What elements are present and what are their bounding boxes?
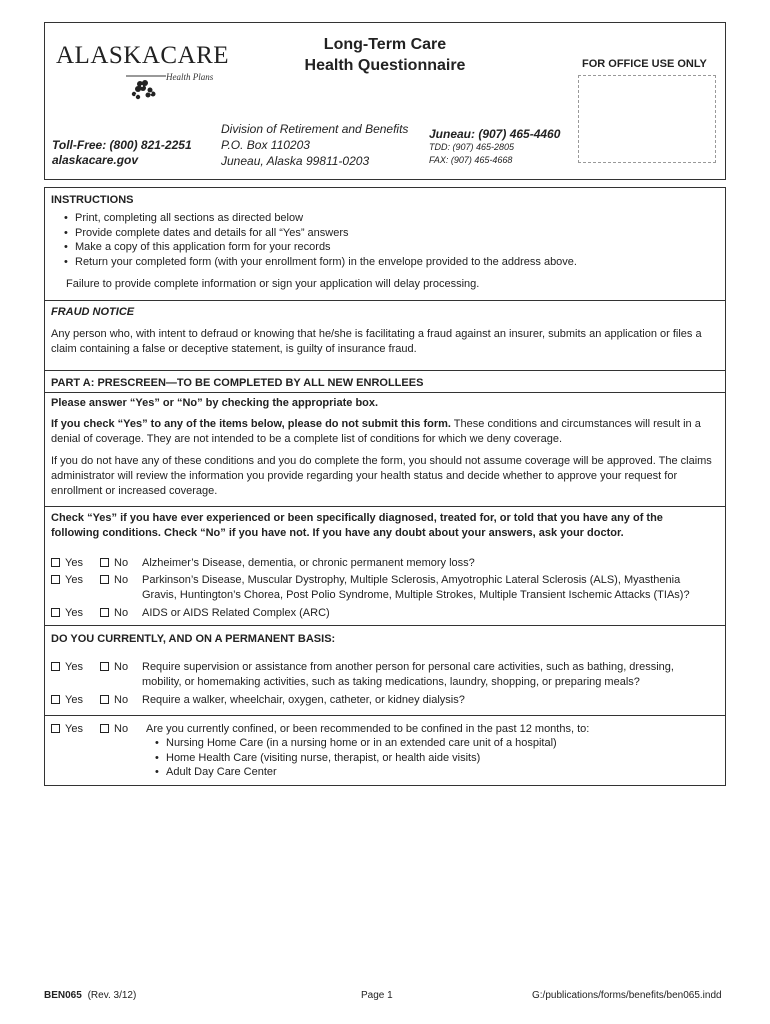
yes-option[interactable]: Yes bbox=[51, 574, 83, 586]
check-instruction: Check “Yes” if you have ever experienced or been specifically diagnosed, treated for, or told that you have any of the following conditions. Check “No” if you have not. If you have any doubt about your answers, ask your doctor. bbox=[51, 512, 663, 539]
confinement-item: • Nursing Home Care (in a nursing home or in an extended care unit of a hospital) bbox=[153, 736, 693, 751]
divider bbox=[44, 392, 726, 393]
confinement-list bbox=[153, 736, 693, 780]
title-line-1: Long-Term Care bbox=[323, 36, 447, 53]
divider bbox=[44, 370, 726, 371]
address-line-3: Juneau, Alaska 99811-0203 bbox=[221, 154, 370, 168]
logo-subtitle: Health Plans bbox=[166, 72, 214, 82]
form-number: BEN065 bbox=[44, 990, 82, 1001]
alaskacare-logo bbox=[56, 42, 230, 102]
permanent-question: Require a walker, wheelchair, oxygen, catheter, or kidney dialysis? bbox=[142, 694, 465, 706]
no-checkbox[interactable] bbox=[100, 558, 109, 567]
form-revision: (Rev. 3/12) bbox=[87, 990, 137, 1001]
yes-no-row-4 bbox=[51, 660, 128, 674]
no-checkbox[interactable] bbox=[100, 695, 109, 704]
title-line-2: Health Questionnaire bbox=[304, 57, 466, 74]
condition-question: AIDS or AIDS Related Complex (ARC) bbox=[142, 607, 330, 619]
instructions-list bbox=[62, 211, 712, 269]
permanent-question: Require supervision or assistance from another person for personal care activities, such as bathing, dressing, mobility, or homemaking activities, such as taking medications, laundry, shopping, or preparing meals? bbox=[142, 661, 674, 688]
instruction-item: • Provide complete dates and details for all “Yes” answers bbox=[62, 226, 712, 241]
confinement-item: • Adult Day Care Center bbox=[153, 765, 693, 780]
yes-option[interactable]: Yes bbox=[51, 607, 83, 619]
fraud-notice-text: Any person who, with intent to defraud or knowing that he/she is facilitating a fraud against an insurer, submits an application or files a claim containing a false or deceptive statement, is guilty of insurance fraud. bbox=[51, 328, 702, 355]
confinement-question: Are you currently confined, or been recommended to be confined in the past 12 months, to: bbox=[146, 723, 590, 735]
forget-me-not-flowers-icon bbox=[126, 72, 166, 100]
tdd-phone: TDD: (907) 465-2805 bbox=[429, 142, 515, 152]
fraud-notice-heading: FRAUD NOTICE bbox=[51, 306, 135, 318]
address-line-1: Division of Retirement and Benefits bbox=[221, 122, 409, 136]
yes-checkbox[interactable] bbox=[51, 608, 60, 617]
yes-no-row-6 bbox=[51, 722, 128, 736]
no-option[interactable]: No bbox=[100, 607, 128, 619]
yes-option[interactable]: Yes bbox=[51, 661, 83, 673]
page-number: Page 1 bbox=[361, 990, 393, 1001]
office-use-label: FOR OFFICE USE ONLY bbox=[582, 58, 707, 70]
yes-checkbox[interactable] bbox=[51, 724, 60, 733]
no-option[interactable]: No bbox=[100, 694, 128, 706]
denial-paragraph bbox=[51, 417, 719, 447]
no-checkbox[interactable] bbox=[100, 662, 109, 671]
divider bbox=[44, 506, 726, 507]
no-option[interactable]: No bbox=[100, 574, 128, 586]
denial-detail: These conditions and circumstances will result in a denial of coverage. They are not intended to be a complete list of conditions for which we deny coverage. bbox=[51, 418, 701, 445]
instruction-item: • Print, completing all sections as directed below bbox=[62, 211, 712, 226]
divider bbox=[44, 715, 726, 716]
answer-prompt: Please answer “Yes” or “No” by checking the appropriate box. bbox=[51, 397, 379, 409]
no-option[interactable]: No bbox=[100, 723, 128, 735]
mailing-address bbox=[221, 121, 408, 169]
no-checkbox[interactable] bbox=[100, 575, 109, 584]
no-checkbox[interactable] bbox=[100, 724, 109, 733]
divider bbox=[44, 625, 726, 626]
form-title bbox=[270, 34, 500, 76]
toll-free-phone: Toll-Free: (800) 821-2251 bbox=[52, 138, 192, 152]
instructions-note: Failure to provide complete information or sign your application will delay processing. bbox=[66, 278, 480, 290]
juneau-phone: Juneau: (907) 465-4460 bbox=[429, 127, 561, 141]
yes-checkbox[interactable] bbox=[51, 695, 60, 704]
denial-warning: If you check “Yes” to any of the items below, please do not submit this form. bbox=[51, 418, 451, 430]
yes-no-row-2 bbox=[51, 573, 128, 587]
office-use-box[interactable] bbox=[578, 75, 716, 163]
no-option[interactable]: No bbox=[100, 557, 128, 569]
approval-paragraph: If you do not have any of these conditions and you do complete the form, you should not assume coverage will be approved. The claims administrator will review the information you provide regarding your health status and decide whether to approve your request for enrollment or increased coverage. bbox=[51, 455, 712, 497]
permanent-basis-heading: DO YOU CURRENTLY, AND ON A PERMANENT BASIS: bbox=[51, 633, 336, 645]
part-a-heading: PART A: PRESCREEN—TO BE COMPLETED BY ALL NEW ENROLLEES bbox=[51, 377, 424, 389]
yes-option[interactable]: Yes bbox=[51, 557, 83, 569]
fax-number: FAX: (907) 465-4668 bbox=[429, 155, 513, 165]
yes-checkbox[interactable] bbox=[51, 558, 60, 567]
no-option[interactable]: No bbox=[100, 661, 128, 673]
yes-checkbox[interactable] bbox=[51, 662, 60, 671]
address-line-2: P.O. Box 110203 bbox=[221, 138, 310, 152]
file-path: G:/publications/forms/benefits/ben065.indd bbox=[532, 990, 722, 1001]
yes-no-row-1 bbox=[51, 556, 128, 570]
divider bbox=[44, 300, 726, 301]
instruction-item: • Make a copy of this application form for your records bbox=[62, 240, 712, 255]
condition-question: Alzheimer’s Disease, dementia, or chronic permanent memory loss? bbox=[142, 557, 475, 569]
no-checkbox[interactable] bbox=[100, 608, 109, 617]
yes-no-row-3 bbox=[51, 606, 128, 620]
instruction-item: • Return your completed form (with your enrollment form) in the envelope provided to the address above. bbox=[62, 255, 712, 270]
logo-wordmark: ALASKACARE bbox=[56, 42, 230, 69]
yes-no-row-5 bbox=[51, 693, 128, 707]
website-link[interactable]: alaskacare.gov bbox=[52, 153, 139, 167]
instructions-heading: INSTRUCTIONS bbox=[51, 194, 134, 206]
yes-option[interactable]: Yes bbox=[51, 694, 83, 706]
yes-option[interactable]: Yes bbox=[51, 723, 83, 735]
yes-checkbox[interactable] bbox=[51, 575, 60, 584]
condition-question: Parkinson’s Disease, Muscular Dystrophy, Multiple Sclerosis, Amyotrophic Lateral Sclerosis (ALS), Myasthenia Gravis, Huntington’s Chorea, Post Polio Syndrome, Multiple Strokes, Multiple Transient Ischemic Attacks (TIAs)? bbox=[142, 574, 690, 601]
confinement-item: • Home Health Care (visiting nurse, therapist, or health aide visits) bbox=[153, 751, 693, 766]
footer-form-id bbox=[44, 990, 136, 1001]
